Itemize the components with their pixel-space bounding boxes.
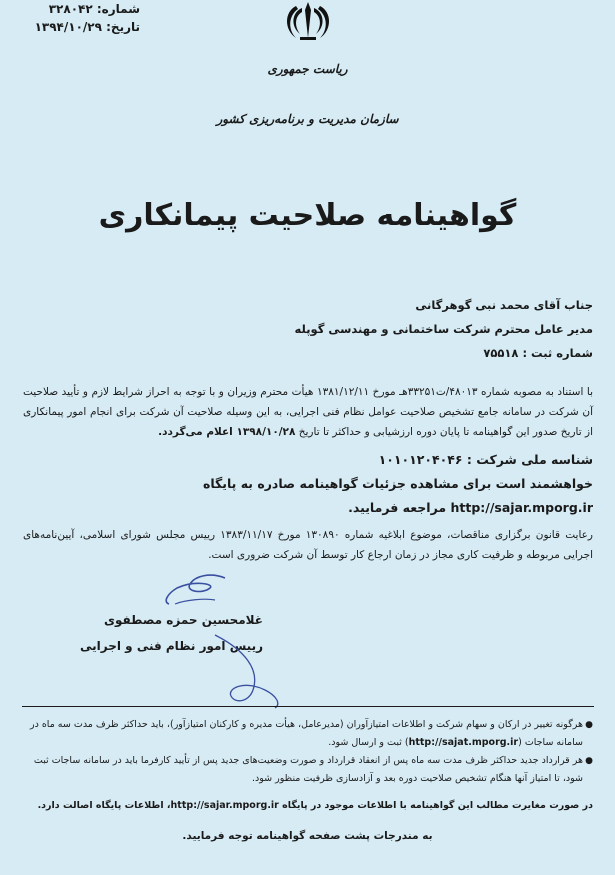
iran-emblem-icon — [278, 0, 338, 42]
national-id-block — [33, 448, 593, 520]
addressee-block — [33, 293, 593, 365]
certificate-body — [23, 382, 593, 442]
sajar-footer-link[interactable]: http://sajar.mporg.ir — [170, 800, 279, 811]
bullet-icon: ● — [585, 720, 593, 730]
national-id-value: ۱۰۱۰۱۲۰۴۰۴۶ — [378, 452, 463, 467]
back-page-notice: به مندرجات پشت صفحه گواهینامه توجه فرمایید. — [182, 830, 433, 842]
note-item: ● هر قرارداد جدید حداکثر ظرف مدت سه ماه پس از انعقاد قرارداد و صورت وضعیت‌های جدید پس از تأیید کارفرما باید در سامانه ساجات ثبت شود، تا امتیاز آنها هنگام تشخیص صلاحیت دوره بعد و آزادسازی ظرفیت منظور شود. — [23, 752, 593, 788]
bullet-icon: ● — [585, 756, 593, 766]
addressee-name: جناب آقای محمد نبی گوهرگانی — [415, 298, 593, 312]
registration-number: شماره ثبت : ۷۵۵۱۸ — [483, 346, 593, 360]
sajar-link[interactable]: http://sajar.mporg.ir — [450, 500, 593, 515]
letter-header — [10, 0, 140, 36]
signature-flourish-image — [205, 630, 295, 710]
signer-position: رییس امور نظام فنی و اجرایی — [80, 639, 263, 653]
body-text: با استناد به مصوبه شماره ۴۸۰۱۳/ت۳۳۲۵۱هـ مورخ ۱۳۸۱/۱۲/۱۱ هیأت محترم وزیران و با توجه به احراز شرایط لازم و تأیید صلاحیت آن شرکت در سامانه جامع تشخیص صلاحیت عوامل نظام فنی اجرایی، به این وسیله صلاحیت آن شرکت برای انجام امور پیمانکاری از تاریخ صدور این گواهینامه تا پایان دوره ارزشیابی و حداکثر تا تاریخ — [23, 386, 593, 438]
validity-notice: در صورت مغایرت مطالب این گواهینامه با اطلاعات موجود در پایگاه http://sajar.mporg.ir، اطلاعات پایگاه اصالت دارد. — [37, 800, 593, 811]
tender-law-paragraph: رعایت قانون برگزاری مناقصات، موضوع ابلاغیه شماره ۱۳۰۸۹۰ مورخ ۱۳۸۳/۱۱/۱۷ رییس مجلس شورای اسلامی، آیین‌نامه‌های اجرایی مربوطه و ظرفیت کاری مجاز در زمان ارجاع کار توسط آن شرکت ضروری است. — [23, 529, 593, 561]
signer-name: غلامحسین حمزه مصطفوی — [104, 613, 263, 627]
note-item: ● هرگونه تغییر در ارکان و سهام شرکت و اطلاعات امتیازآوران (مدیرعامل، هیأت مدیره و کارکنان امتیازآور)، باید حداکثر ظرف مدت سه ماه در سامانه ساجات (http://sajat.mporg.ir) ثبت و ارسال شود. — [23, 716, 593, 752]
expiry-date: ۱۳۹۸/۱۰/۲۸ اعلام می‌گردد. — [158, 426, 296, 438]
letter-date: تاریخ: ۱۳۹۴/۱۰/۲۹ — [34, 20, 140, 34]
visit-text: خواهشمند است برای مشاهده جزئیات گواهینامه صادره به پایگاه — [202, 476, 593, 491]
visit-suffix: مراجعه فرمایید. — [348, 500, 447, 515]
presidency-label: ریاست جمهوری — [267, 62, 348, 76]
addressee-position: مدیر عامل محترم شرکت ساختمانی و مهندسی گوپله — [294, 322, 593, 336]
certificate-title: گواهینامه صلاحیت پیمانکاری — [98, 198, 517, 233]
notes-list — [23, 716, 593, 788]
letter-number: شماره: ۳۲۸۰۴۲ — [48, 2, 140, 16]
organization-label: سازمان مدیریت و برنامه‌ریزی کشور — [216, 112, 399, 126]
national-id-label: شناسه ملی شرکت : — [466, 452, 593, 467]
sajat-link[interactable]: http://sajat.mporg.ir — [408, 737, 519, 748]
divider — [22, 706, 594, 707]
